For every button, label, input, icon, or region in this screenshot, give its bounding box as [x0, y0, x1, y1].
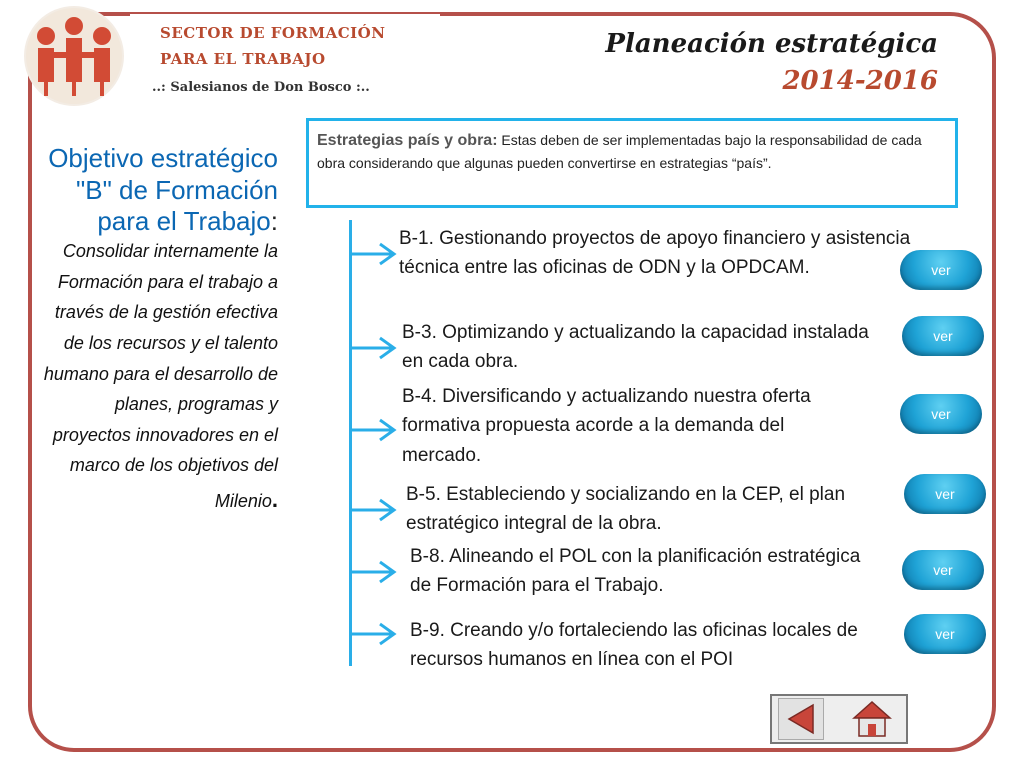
back-button[interactable]	[778, 698, 824, 740]
strategy-item-b5: B-5. Estableciendo y socializando en la CEP, el plan estratégico integral de la obra.	[406, 484, 846, 535]
ver-button-b1[interactable]: ver	[900, 250, 982, 290]
ver-button-b8[interactable]: ver	[902, 550, 984, 590]
org-logo	[24, 6, 124, 106]
ver-button-b3[interactable]: ver	[902, 316, 984, 356]
objective-heading-text: Objetivo estratégico "B" de Formación para el Trabajo	[48, 143, 278, 237]
org-subtitle: ..: Salesianos de Don Bosco :..	[152, 80, 370, 95]
strategies-text: Estas deben de ser implementadas bajo la responsabilidad de cada obra considerando que algunas pueden convertirse en estrategias “país”.	[317, 132, 922, 171]
ver-button-b5[interactable]: ver	[904, 474, 986, 514]
strategies-heading: Estrategias país y obra:	[317, 132, 498, 149]
objective-heading-colon: :	[270, 206, 278, 237]
objective-body-end: .	[271, 486, 278, 512]
arrow-right-icon	[350, 620, 398, 648]
home-icon	[850, 698, 894, 740]
strategies-box	[306, 118, 958, 208]
strategy-item-b1: B-1. Gestionando proyectos de apoyo financiero y asistencia técnica entre las oficinas de ODN y la OPDCAM.	[399, 228, 911, 279]
back-triangle-icon	[779, 699, 823, 739]
ver-button-b9[interactable]: ver	[904, 614, 986, 654]
objective-panel	[40, 143, 278, 518]
objective-body	[40, 236, 278, 518]
org-banner	[130, 14, 440, 108]
strategy-item-b8: B-8. Alineando el POL con la planificación estratégica de Formación para el Trabajo.	[410, 546, 861, 597]
title-years: 2014-2016	[782, 65, 938, 96]
arrow-right-icon	[350, 496, 398, 524]
people-logo-icon	[24, 6, 124, 106]
org-name-line1: SECTOR DE FORMACIÓN	[160, 24, 386, 42]
arrow-right-icon	[350, 240, 398, 268]
arrow-right-icon	[350, 416, 398, 444]
arrow-right-icon	[350, 558, 398, 586]
objective-heading	[40, 143, 278, 238]
arrow-right-icon	[350, 334, 398, 362]
strategy-item-b9: B-9. Creando y/o fortaleciendo las oficinas locales de recursos humanos en línea con el POI	[410, 620, 858, 671]
objective-body-text: Consolidar internamente la Formación para el trabajo a través de la gestión efectiva de los recursos y el talento humano para el desarrollo de planes, programas y proyectos innovadores en el marco de los objetivos del Milenio	[43, 241, 278, 511]
org-name-line2: PARA EL TRABAJO	[160, 50, 326, 68]
page-title	[605, 30, 938, 95]
ver-button-b4[interactable]: ver	[900, 394, 982, 434]
home-button[interactable]	[850, 698, 894, 740]
strategy-item-b4: B-4. Diversificando y actualizando nuestra oferta formativa propuesta acorde a la demanda del mercado.	[402, 386, 811, 466]
strategy-item-b3: B-3. Optimizando y actualizando la capacidad instalada en cada obra.	[402, 322, 869, 373]
title-text: Planeación estratégica	[605, 29, 938, 59]
